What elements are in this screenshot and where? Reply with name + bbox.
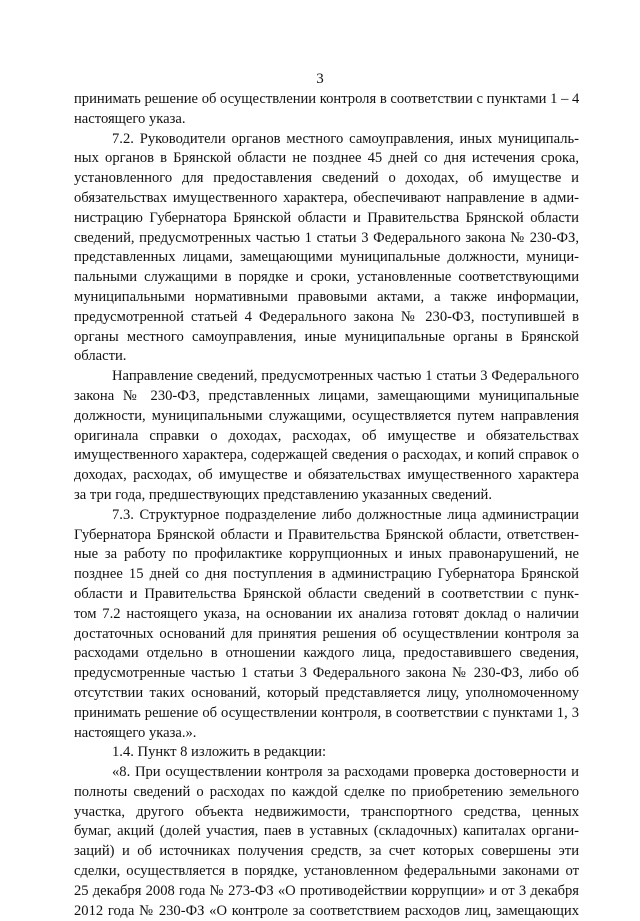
text-line: представленных лицами, замещающими муниципальные должности, муници- [74, 249, 579, 266]
text-line: 7.3. Структурное подразделение либо должностные лица администрации [112, 506, 579, 523]
text-line: 25 декабря 2008 года № 273-ФЗ «О противодействии коррупции» и от 3 декабря [74, 882, 579, 899]
text-line: 1.4. Пункт 8 изложить в редакции: [112, 744, 327, 761]
text-line: сделки, осуществляется в порядке, установленном федеральными законами от [74, 863, 579, 880]
text-line: органы местного самоуправления, иные муниципальные органы в Брянской [74, 328, 579, 345]
text-line: доходах, расходах, об имуществе и обязательствах имущественного характера [74, 467, 579, 484]
text-line: заций) и об источниках получения средств, за счет которых совершены эти [74, 843, 579, 860]
text-line: 2012 года № 230-ФЗ «О контроле за соответствием расходов лиц, замещающих [74, 902, 579, 919]
text-line: Губернатора Брянской области и Правительства Брянской области, ответствен- [74, 526, 579, 543]
text-line: за три года, предшествующих представлению указанных сведений. [74, 486, 492, 503]
text-line: позднее 15 дней со дня поступления в администрацию Губернатора Брянской [74, 566, 579, 583]
text-line: настоящего указа. [74, 110, 186, 127]
text-line: области и Правительства Брянской области сведений в соответствии с пунк- [74, 585, 579, 602]
text-line: нистрацию Губернатора Брянской области и Правительства Брянской области [74, 209, 579, 226]
text-line: достаточных оснований для принятия решения об осуществлении контроля за [74, 625, 579, 642]
page-number: 3 [316, 71, 324, 87]
text-line: 7.2. Руководители органов местного самоуправления, иных муниципаль- [112, 130, 579, 147]
text-line: настоящего указа.». [74, 724, 197, 741]
text-line: должности, муниципальными служащими, осуществляется путем направления [74, 407, 579, 424]
text-line: принимать решение об осуществлении контроля в соответствии с пунктами 1 – 4 [74, 91, 579, 107]
text-line: том 7.2 настоящего указа, на основании их анализа готовят доклад о наличии [74, 605, 579, 622]
text-line: отсутствии таких оснований, который представляется лицу, уполномоченному [74, 684, 579, 701]
text-line: принимать решение об осуществлении контроля, в соответствии с пунктами 1, 3 [74, 704, 579, 721]
document-body [74, 90, 579, 921]
text-line: имущественного характера, содержащей сведения о расходах, и копий справок о [74, 447, 579, 464]
text-line: сведений, предусмотренных частью 1 статьи 3 Федерального закона № 230-ФЗ, [74, 229, 579, 246]
text-line: участка, другого объекта недвижимости, транспортного средства, ценных [74, 803, 579, 820]
text-line: установленного для предоставления сведений о доходах, об имуществе и [74, 170, 579, 187]
text-line: области. [74, 348, 127, 365]
text-line: расходами отдельно в отношении каждого лица, предоставившего сведения, [74, 645, 579, 662]
text-line: ных органов в Брянской области не позднее 45 дней со дня истечения срока, [74, 150, 579, 167]
text-line: бумаг, акций (долей участия, паев в уставных (складочных) капиталах органи- [74, 823, 579, 840]
text-line: закона № 230-ФЗ, представленных лицами, замещающими муниципальные [74, 387, 579, 404]
text-line: ные за работу по профилактике коррупционных и иных правонарушений, не [74, 546, 579, 563]
text-line: муниципальными нормативными правовыми актами, а также информации, [74, 288, 579, 305]
text-line: пальными служащими в порядке и сроки, установленные соответствующими [74, 269, 579, 286]
text-line: оригинала справки о доходах, расходах, об имуществе и обязательствах [74, 427, 579, 444]
text-line: обязательствах имущественного характера, обеспечивают направление в адми- [74, 189, 579, 206]
text-line: «8. При осуществлении контроля за расходами проверка достоверности и [112, 764, 579, 781]
text-line: Направление сведений, предусмотренных частью 1 статьи 3 Федерального [112, 368, 579, 385]
text-line: предусмотренной статьей 4 Федерального закона № 230-ФЗ, поступившей в [74, 308, 579, 325]
text-line: предусмотренные частью 1 статьи 3 Федерального закона № 230-ФЗ, либо об [74, 665, 579, 682]
text-line: полноты сведений о расходах по каждой сделке по приобретению земельного [74, 783, 579, 800]
